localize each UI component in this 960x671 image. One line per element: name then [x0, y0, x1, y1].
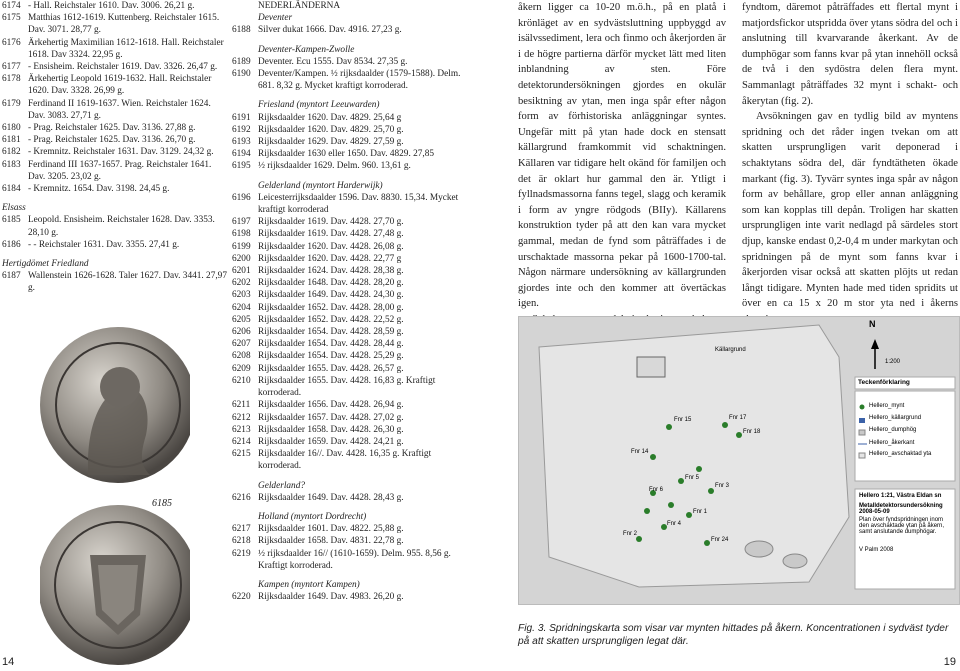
entry-text: Rijksdaalder 1652. Dav. 4428. 22,52 g. — [258, 314, 404, 325]
entry-text: Rijksdaalder 1619. Dav. 4428. 27,70 g. — [258, 217, 404, 228]
region-heading: Deventer — [258, 13, 293, 24]
catalog-entry — [232, 277, 470, 289]
entry-text: Rijksdaalder 1629. Dav. 4829. 27,59 g. — [258, 137, 404, 148]
catalog-entry — [2, 146, 230, 158]
entry-text: Rijksdaalder 1655. Dav. 4428. 26,57 g. — [258, 363, 404, 374]
entry-number: 6190 — [232, 69, 251, 80]
entry-text: Deventer/Kampen. ½ rijksdaalder (1579-1588). Delm. 681. 8,32 g. Mycket kraftigt korroderad. — [258, 69, 461, 92]
find-label: Fnr 14 — [631, 449, 649, 455]
entry-number: 6207 — [232, 339, 251, 350]
entry-number: 6177 — [2, 62, 21, 73]
legend-item: Hellero_mynt — [869, 403, 905, 409]
catalog-entry — [232, 216, 470, 228]
left-page-column — [2, 0, 230, 295]
catalog-entry — [232, 375, 470, 399]
north-label: N — [869, 319, 876, 329]
scale-label: 1:200 — [885, 359, 901, 365]
coin-illustration — [40, 325, 190, 665]
catalog-entry — [232, 24, 470, 36]
catalog-entry — [232, 192, 470, 216]
entry-number: 6176 — [2, 37, 21, 48]
entry-number: 6194 — [232, 149, 251, 160]
entry-text: Rijksdaalder 1659. Dav. 4428. 24,21 g. — [258, 436, 404, 447]
entry-text: ½ rijksdaalder 1629. Delm. 960. 13,61 g. — [258, 161, 411, 172]
region-heading: Friesland (myntort Leeuwarden) — [258, 100, 380, 111]
entry-number: 6214 — [232, 436, 251, 447]
page-number-left: 14 — [2, 656, 15, 668]
catalog-entry — [2, 12, 230, 36]
catalog-entry — [2, 61, 230, 73]
region-heading: Deventer-Kampen-Zwolle — [258, 44, 355, 55]
entry-number: 6191 — [232, 112, 251, 123]
catalog-entry — [2, 183, 230, 195]
netherlands-column — [232, 0, 470, 603]
entry-number: 6179 — [2, 98, 21, 109]
catalog-entry — [232, 399, 470, 411]
catalog-entry — [232, 424, 470, 436]
catalog-entry — [232, 241, 470, 253]
section-heading: Elsass — [2, 203, 26, 214]
catalog-entry — [232, 136, 470, 148]
entry-number: 6216 — [232, 492, 251, 503]
entry-text: Rijksdaalder 1657. Dav. 4428. 27,02 g. — [258, 412, 404, 423]
catalog-entry — [232, 265, 470, 277]
entry-text: Rijksdaalder 1620. Dav. 4428. 22,77 g — [258, 253, 402, 264]
entry-text: - Kremnitz. 1654. Dav. 3198. 24,45 g. — [28, 184, 170, 195]
find-distribution-map — [518, 316, 960, 605]
catalog-entry — [232, 326, 470, 338]
coin-image — [40, 325, 190, 665]
entry-number: 6196 — [232, 192, 251, 203]
entry-text: Rijksdaalder 1658. Dav. 4428. 26,30 g. — [258, 424, 404, 435]
find-label: Fnr 4 — [667, 521, 682, 527]
entry-number: 6204 — [232, 302, 251, 313]
entry-text: Rijksdaalder 16//. Dav. 4428. 16,35 g. Kraftigt korroderad. — [258, 449, 432, 472]
catalog-entry — [232, 228, 470, 240]
entry-number: 6200 — [232, 253, 251, 264]
catalog-entry — [232, 68, 470, 92]
entry-number: 6178 — [2, 74, 21, 85]
entry-number: 6180 — [2, 123, 21, 134]
entry-number: 6201 — [232, 266, 251, 277]
entry-number: 6212 — [232, 412, 251, 423]
entry-number: 6186 — [2, 239, 21, 250]
region-heading: Holland (myntort Dordrecht) — [258, 511, 367, 522]
entry-number: 6217 — [232, 524, 251, 535]
entry-number: 6209 — [232, 363, 251, 374]
catalog-entry — [232, 160, 470, 172]
entry-text: - Prag. Reichstaler 1625. Dav. 3136. 26,70 g. — [28, 135, 196, 146]
catalog-entry — [2, 270, 230, 294]
find-label: Fnr 18 — [743, 429, 761, 435]
region-heading: Gelderland (myntort Harderwijk) — [258, 180, 383, 191]
body-text-column-right — [742, 0, 958, 327]
find-label: Fnr 2 — [623, 531, 638, 537]
find-label: Fnr 3 — [715, 483, 730, 489]
entry-number: 6193 — [232, 137, 251, 148]
entry-text: Rijksdaalder 1652. Dav. 4428. 28,00 g. — [258, 302, 404, 313]
catalog-entry — [232, 448, 470, 472]
legend-item: Hellero_avschaktad yta — [869, 451, 932, 457]
catalog-entry — [232, 56, 470, 68]
entry-text: Rijksdaalder 1655. Dav. 4428. 16,83 g. Kraftigt korroderad. — [258, 375, 436, 399]
entry-number: 6203 — [232, 290, 251, 301]
entry-number: 6188 — [232, 25, 251, 36]
catalog-entry — [232, 289, 470, 301]
entry-text: Leicesterrijksdaalder 1596. Dav. 8830. 15,34. Mycket kraftigt korroderad — [258, 192, 459, 216]
entry-text: Matthias 1612-1619. Kuttenberg. Reichstaler 1615. Dav. 3071. 28,77 g. — [28, 13, 220, 36]
catalog-entry — [2, 134, 230, 146]
legend-title: Teckenförklaring — [858, 379, 910, 386]
catalog-entry — [232, 338, 470, 350]
entry-text: ½ rijksdaalder 16// (1610-1659). Delm. 955. 8,56 g. Kraftigt korroderad. — [258, 548, 451, 571]
entry-number: 6192 — [232, 124, 251, 135]
entry-text: Rijksdaalder 1656. Dav. 4428. 26,94 g. — [258, 400, 404, 411]
find-label: Fnr 6 — [649, 487, 664, 493]
entry-text: Rijksdaalder 1658. Dav. 4831. 22,78 g. — [258, 536, 404, 547]
entry-text: Rijksdaalder 1624. Dav. 4428. 28,38 g. — [258, 266, 404, 277]
find-label: Fnr 17 — [729, 415, 747, 421]
entry-text: Leopold. Ensisheim. Reichstaler 1628. Dav. 3353. 28,10 g. — [28, 215, 215, 238]
entry-number: 6220 — [232, 592, 251, 603]
entry-number: 6198 — [232, 229, 251, 240]
entry-number: 6189 — [232, 56, 251, 67]
coin-label: 6185 — [152, 498, 172, 509]
entry-number: 6174 — [2, 1, 21, 11]
catalog-entry — [232, 492, 470, 504]
entry-text: Rijksdaalder 1654. Dav. 4428. 25,29 g. — [258, 351, 404, 362]
catalog-entry — [232, 124, 470, 136]
catalog-entry — [232, 112, 470, 124]
region-heading: Gelderland? — [258, 480, 305, 491]
entry-text: - - Reichstaler 1631. Dav. 3355. 27,41 g. — [28, 239, 180, 250]
entry-text: Rijksdaalder 1620. Dav. 4829. 25,70 g. — [258, 124, 404, 135]
entry-number: 6183 — [2, 159, 21, 170]
catalog-entry — [2, 73, 230, 97]
entry-text: Rijksdaalder 1620. Dav. 4829. 25,64 g — [258, 112, 402, 123]
catalog-entry — [232, 436, 470, 448]
entry-number: 6195 — [232, 161, 251, 172]
catalog-entry — [232, 302, 470, 314]
catalog-entry — [232, 591, 470, 603]
catalog-entry — [2, 159, 230, 183]
entry-number: 6219 — [232, 548, 251, 559]
catalog-entry — [232, 253, 470, 265]
cellar-foundation — [637, 357, 665, 377]
legend-item: Hellero_åkerkant — [869, 440, 915, 446]
page-number-right: 19 — [943, 656, 956, 668]
catalog-entry — [2, 0, 230, 12]
entry-text: Ferdinand II 1619-1637. Wien. Reichstaler 1624. Dav. 3083. 27,71 g. — [28, 98, 211, 121]
entry-number: 6208 — [232, 351, 251, 362]
find-label: Fnr 24 — [711, 537, 729, 543]
entry-text: Rijksdaalder 1649. Dav. 4983. 26,20 g. — [258, 592, 404, 603]
entry-text: - Hall. Reichstaler 1610. Dav. 3006. 26,21 g. — [28, 1, 195, 11]
entry-text: Rijksdaalder 1654. Dav. 4428. 28,44 g. — [258, 339, 404, 350]
catalog-entry — [232, 548, 470, 572]
excavated-area — [539, 325, 849, 587]
entry-text: Rijksdaalder 1601. Dav. 4822. 25,88 g. — [258, 524, 404, 535]
catalog-entry — [2, 37, 230, 61]
entry-text: Rijksdaalder 1654. Dav. 4428. 28,59 g. — [258, 327, 404, 338]
entry-number: 6210 — [232, 375, 251, 386]
entry-number: 6182 — [2, 147, 21, 158]
entry-text: Wallenstein 1626-1628. Taler 1627. Dav. 3441. 27,97 g. — [28, 271, 227, 294]
catalog-entry — [232, 412, 470, 424]
entry-text: Ärkehertig Leopold 1619-1632. Hall. Reichstaler 1620. Dav. 3328. 26,99 g. — [28, 74, 212, 97]
legend-item: Hellero_källargrund — [869, 415, 922, 421]
map-info-line: V Palm 2008 — [859, 547, 894, 553]
entry-text: - Prag. Reichstaler 1625. Dav. 3136. 27,88 g. — [28, 123, 196, 134]
body-paragraph: Avsökningen gav en tydlig bild av myntens spridning och det råder ingen tvekan om att skatten ursprungligen varit deponerad i schaktytans södra del, där fyndtätheten ökade markant (fig. 3). Tyvärr syntes inga spår av någon form av behållare, grop eller annan anläggning som kan kopplas till depån. Troligen har skatten ursprungligen inte varit nedlagd på särdeles stort djup, kanske endast 0,2-0,4 m under markytan och spridningen på de mynt som fanns kvar i åkerjorden visar också att skatten plöjts ut redan långt tidigare. Mynten hade med tiden spridits ut över en ca 15 x 20 m stor yta ned i åkerns — [742, 111, 958, 310]
entry-text: Rijksdaalder 1649. Dav. 4428. 24,30 g. — [258, 290, 404, 301]
entry-number: 6205 — [232, 314, 251, 325]
body-paragraph: åkern ligger ca 10-20 m.ö.h., på en platå i krönläget av en sydvästsluttning uppbyggd av isälvssediment, lera och finmo och åkerjorden är i de högre partierna därför mycket lätt med liten inblandning av sten. Före detektorundersökningen gjordes en okulär besiktning av ytan, men inga spår efter någon form av förhistoriska anläggningar syntes. Ungefär mitt på ytan hade dock en stensatt källargrund framkommit vid schaktningen. Källaren var tidigare helt okänd för familjen och det är oklart hur gammal den är. Ytligt i fyllnadsmassorna fanns tegel, slagg och keramik i form av yngre rödgods (BIIy). Källarens konstruktion tyder på att den kan vara mycket gammal, medan de fynd som påträffades i de urschaktade massorna pekar på 1600-1700-tal. Någon närmare undersökning av källargrunden gjordes inte och den kommer att övertäckas igen. — [518, 2, 726, 310]
entry-text: Rijksdaalder 1630 eller 1650. Dav. 4829. 27,85 — [258, 149, 435, 160]
map-info-line: Metalldetektorsundersökning 2008-05-09 — [859, 503, 943, 515]
map-info-line: Hellero 1:21, Västra Eldan sn — [859, 493, 942, 499]
catalog-entry — [232, 350, 470, 362]
entry-number: 6213 — [232, 424, 251, 435]
entry-number: 6215 — [232, 449, 251, 460]
figure-caption: Fig. 3. Spridningskarta som visar var mynten hittades på åkern. Koncentrationen i sydväst tyder på att skatten ursprungligen legat där. — [518, 623, 949, 647]
find-label: Fnr 1 — [693, 509, 708, 515]
entry-number: 6218 — [232, 536, 251, 547]
entry-number: 6187 — [2, 271, 21, 282]
entry-number: 6175 — [2, 13, 21, 24]
catalog-entry — [2, 122, 230, 134]
catalog-entry — [232, 314, 470, 326]
entry-number: 6206 — [232, 327, 251, 338]
entry-number: 6211 — [232, 400, 251, 411]
catalog-entry — [232, 148, 470, 160]
entry-number: 6184 — [2, 184, 21, 195]
entry-text: Ferdinand III 1637-1657. Prag. Reichstaler 1641. Dav. 3205. 23,02 g. — [28, 159, 212, 182]
country-heading: NEDERLÄNDERNA — [258, 1, 341, 11]
entry-number: 6197 — [232, 217, 251, 228]
body-paragraph: fyndtom, däremot påträffades ett flertal mynt i matjordsfickor utspridda över ytans södra del och i anslutning till kvarvarande åkerkant. Av de dumphögar som fanns kvar på ytan innehöll också de två i den sydöstra delen flera mynt. Sammanlagt påträffades 32 mynt i schakt- och åkerytan (fig. 2). — [742, 2, 958, 107]
entry-text: - Kremnitz. Reichstaler 1631. Dav. 3129. 24,32 g. — [28, 147, 214, 158]
body-text-column-left — [518, 0, 726, 327]
catalog-entry — [2, 214, 230, 238]
entry-text: Silver dukat 1666. Dav. 4916. 27,23 g. — [258, 25, 402, 36]
find-label: Fnr 5 — [685, 475, 700, 481]
find-label: Fnr 15 — [674, 417, 692, 423]
catalog-entry — [2, 239, 230, 251]
cellar-callout: Källargrund — [715, 347, 746, 353]
section-heading: Hertigdömet Friedland — [2, 259, 89, 270]
legend-item: Hellero_dumphög — [869, 427, 917, 433]
entry-number: 6185 — [2, 215, 21, 226]
region-heading: Kampen (myntort Kampen) — [258, 579, 360, 590]
entry-text: Rijksdaalder 1649. Dav. 4428. 28,43 g. — [258, 492, 404, 503]
entry-text: Rijksdaalder 1620. Dav. 4428. 26,08 g. — [258, 241, 404, 252]
entry-text: Deventer. Ecu 1555. Dav 8534. 27,35 g. — [258, 56, 408, 67]
entry-number: 6199 — [232, 241, 251, 252]
entry-text: Rijksdaalder 1648. Dav. 4428. 28,20 g. — [258, 278, 404, 289]
map-info-line: Plan över fyndspridningen inom den avschaktade ytan på åkern, samt anslutande dumphögar. — [859, 517, 945, 535]
catalog-entry — [232, 523, 470, 535]
catalog-entry — [232, 363, 470, 375]
entry-text: - Ensisheim. Reichstaler 1619. Dav. 3326. 26,47 g. — [28, 62, 218, 73]
entry-number: 6202 — [232, 278, 251, 289]
entry-number: 6181 — [2, 135, 21, 146]
catalog-entry — [232, 535, 470, 547]
entry-text: Rijksdaalder 1619. Dav. 4428. 27,48 g. — [258, 229, 404, 240]
catalog-entry — [2, 98, 230, 122]
entry-text: Ärkehertig Maximilian 1612-1618. Hall. Reichstaler 1618. Dav 3324. 22,95 g. — [28, 37, 224, 60]
